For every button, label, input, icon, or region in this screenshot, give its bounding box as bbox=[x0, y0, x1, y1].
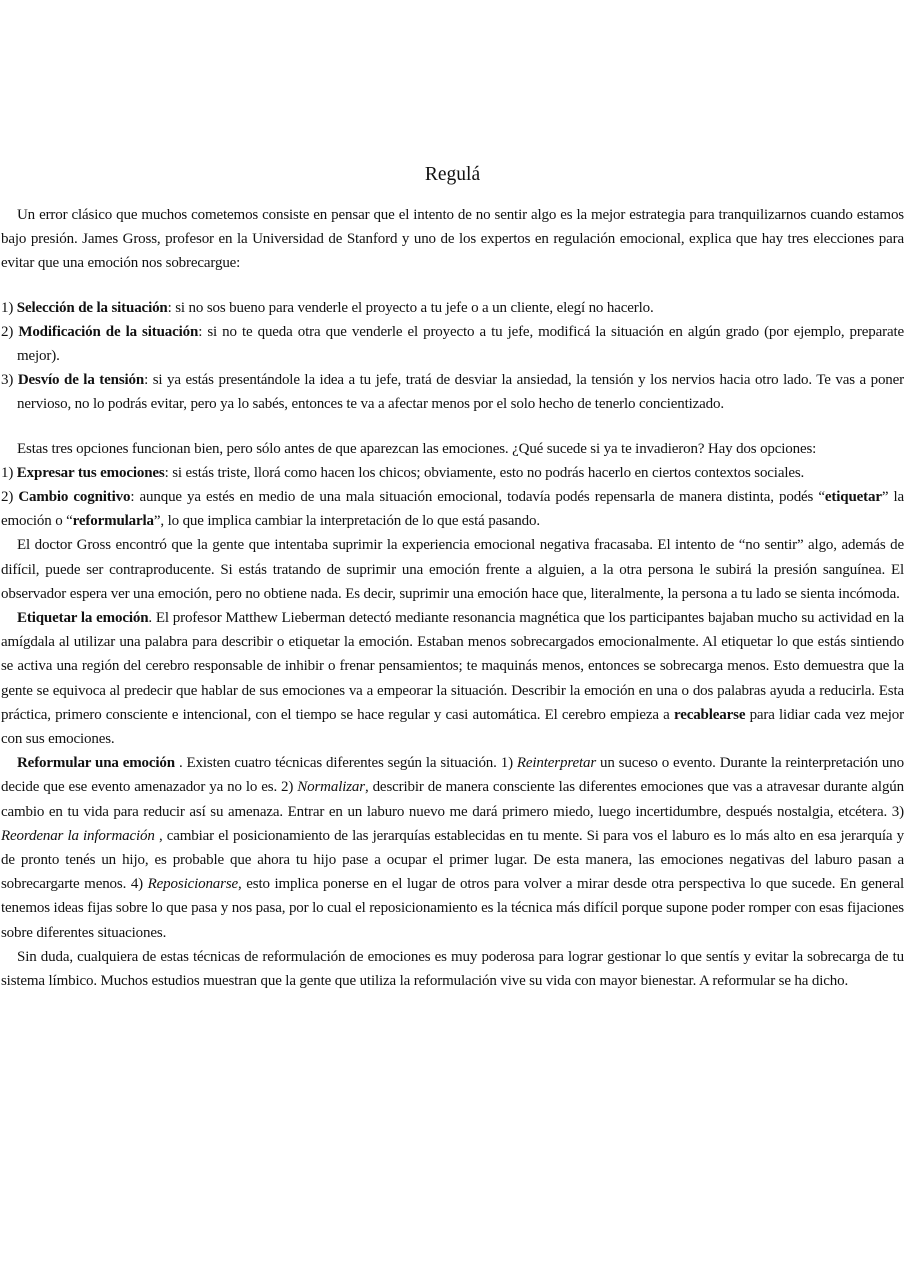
option-text: : si estás triste, llorá como hacen los chicos; obviamente, esto no podrás hacerlo en ciertos contextos sociales. bbox=[164, 464, 805, 481]
option-text: ”, lo que implica cambiar la interpretación de lo que está pasando. bbox=[153, 513, 540, 530]
spacer bbox=[1, 417, 904, 437]
technique-reordenar: Reordenar la información bbox=[1, 827, 155, 844]
closing-paragraph: Sin duda, cualquiera de estas técnicas de reformulación de emociones es muy poderosa para lograr gestionar lo que sentís y evitar la sobrecarga de tu sistema límbico. Muchos estudios muestran que la gente que utiliza la reformulación vive su vida con mayor bienestar. A reformular se ha dicho. bbox=[1, 948, 904, 990]
document-page bbox=[0, 160, 905, 993]
options-intro-paragraph: Estas tres opciones funcionan bien, pero sólo antes de que aparezcan las emociones. ¿Qué sucede si ya te invadieron? Hay dos opciones: bbox=[17, 440, 817, 457]
recablearse-term: recablearse bbox=[673, 706, 746, 723]
list-text: : si ya estás presentándole la idea a tu jefe, tratá de desviar la ansiedad, la tensión y los nervios hacia otro lado. Te vas a poner nervioso, no lo podrás evitar, pero ya lo sabés, entonces te va a afectar menos por el solo hecho de tenerlo concientizado. bbox=[17, 372, 905, 413]
reformular-text: , cambiar el posicionamiento de las jerarquías establecidas en tu mente. Si para vos el laburo es lo más alto en esa jerarquía y de pronto tenés un hijo, es probable que ahora tu hijo pase a ocupar el primer lugar. De esta manera, las emociones negativas del laburo pasan a sobrecargarte menos. 4) bbox=[1, 827, 905, 893]
option-term: Expresar tus emociones bbox=[16, 464, 165, 481]
reformular-paragraph bbox=[1, 751, 904, 945]
etiquetar-paragraph bbox=[1, 606, 904, 751]
option-number: 1) bbox=[1, 464, 17, 481]
list-item bbox=[1, 320, 904, 368]
page-title: Regulá bbox=[424, 164, 481, 185]
list-number: 1) bbox=[1, 299, 17, 316]
etiquetar-text: para lidiar cada vez mejor con sus emociones. bbox=[1, 706, 904, 748]
reformular-text: , describir de manera consciente las diferentes emociones que vas a atravesar durante algún cambio en tu vida para reducir así su amenaza. Entrar en un laburo nuevo me dará primero miedo, luego incertidumbre, después nostalgia, etcétera. 3) bbox=[1, 779, 905, 820]
technique-reinterpretar: Reinterpretar bbox=[516, 755, 597, 772]
list-text: : si no te queda otra que venderle el proyecto a tu jefe, modificá la situación en algún grado (por ejemplo, preparate mejor). bbox=[17, 323, 904, 365]
reformular-text: . Existen cuatro técnicas diferentes según la situación. 1) bbox=[174, 755, 517, 772]
option-term-etiquetar: etiquetar bbox=[824, 489, 882, 506]
list-term: Modificación de la situación bbox=[18, 323, 199, 340]
list-item bbox=[1, 296, 904, 320]
gross-paragraph: El doctor Gross encontró que la gente que intentaba suprimir la experiencia emocional negativa fracasaba. El intento de “no sentir” algo, además de difícil, puede ser contraproducente. Si estás tratando de suprimir una emoción frente a alguien, a la otra persona le subirá la presión sanguínea. El observador espera ver una emoción, pero no obtiene nada. Es decir, suprimir una emoción hace que, literalmente, la persona a tu lado se sienta incómoda. bbox=[1, 537, 904, 602]
list-term: Selección de la situación bbox=[16, 299, 168, 316]
etiquetar-text: . El profesor Matthew Lieberman detectó mediante resonancia magnética que los participantes bajaban mucho su actividad en la amígdala al utilizar una palabra para describir o etiquetar la emoción. Estaban menos sobrecargados emocionalmente. Al etiquetar lo que estás sintiendo se activa una región del cerebro responsable de inhibir o frenar pensamientos; te maquinás menos, entonces se sobrecarga menos. Esto demuestra que la gente se equivoca al predecir que hablar de sus emociones va a empeorar la situación. Describir la emoción en una o dos palabras ayuda a reducirla. Esta práctica, primero consciente e intencional, con el tiempo se hace regular y casi automática. El cerebro empieza a bbox=[1, 610, 904, 723]
spacer bbox=[1, 276, 904, 296]
option-item bbox=[1, 461, 904, 485]
option-term: Cambio cognitivo bbox=[18, 489, 131, 506]
option-text: : aunque ya estés en medio de una mala situación emocional, todavía podés repensarla de manera distinta, podés “ bbox=[130, 489, 825, 506]
list-number: 3) bbox=[1, 372, 18, 389]
option-text: ” la emoción o “ bbox=[1, 489, 904, 530]
technique-reposicionarse: Reposicionarse bbox=[147, 876, 239, 893]
option-item bbox=[1, 485, 904, 533]
list-number: 2) bbox=[1, 323, 19, 340]
list-item bbox=[1, 368, 904, 416]
technique-normalizar: Normalizar bbox=[297, 779, 365, 796]
list-term: Desvío de la tensión bbox=[17, 372, 145, 389]
option-number: 2) bbox=[1, 489, 19, 506]
option-term-reformularla: reformularla bbox=[72, 513, 154, 530]
list-text: : si no sos bueno para venderle el proyecto a tu jefe o a un cliente, elegí no hacerlo. bbox=[167, 299, 654, 316]
reformular-text: un suceso o evento. Durante la reinterpretación uno decide que ese evento amenazador ya no lo es. 2) bbox=[1, 755, 904, 796]
reformular-text: , esto implica ponerse en el lugar de otros para volver a mirar desde otra perspectiva lo que sucede. En general tenemos ideas fijas sobre lo que pasa y nos pasa, por lo cual el reposicionamiento es la técnica más difícil porque supone poder romper con esas fijaciones sobre diferentes situaciones. bbox=[1, 876, 904, 941]
etiquetar-term: Etiquetar la emoción bbox=[17, 610, 149, 627]
reformular-term: Reformular una emoción bbox=[17, 755, 175, 772]
intro-paragraph: Un error clásico que muchos cometemos consiste en pensar que el intento de no sentir algo es la mejor estrategia para tranquilizarnos cuando estamos bajo presión. James Gross, profesor en la Universidad de Stanford y uno de los expertos en regulación emocional, explica que hay tres elecciones para evitar que una emoción nos sobrecargue: bbox=[1, 207, 904, 272]
